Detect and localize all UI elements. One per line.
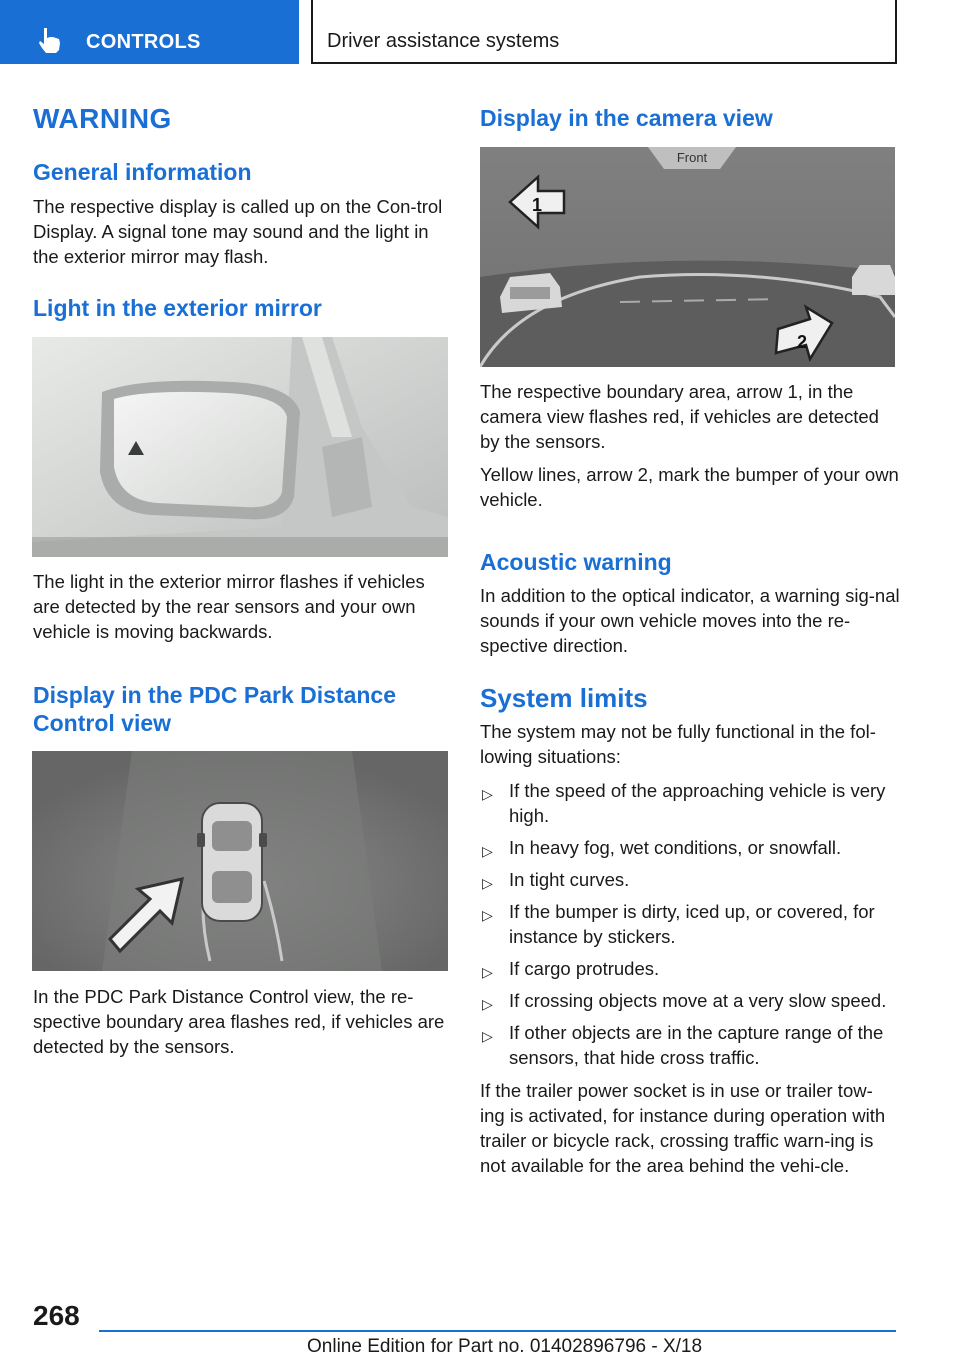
- bullet-triangle-icon: ▷: [482, 875, 493, 891]
- tab-label: CONTROLS: [86, 31, 201, 53]
- limits-intro: The system may not be fully functional in the fol-lowing situations:: [480, 721, 876, 767]
- camera-text-2: Yellow lines, arrow 2, mark the bumper of your own vehicle.: [480, 464, 899, 510]
- bullet-triangle-icon: ▷: [482, 786, 493, 802]
- acoustic-heading: Acoustic warning: [480, 549, 672, 575]
- list-item: ▷ In heavy fog, wet conditions, or snowfall.: [480, 835, 900, 860]
- mirror-heading: Light in the exterior mirror: [33, 295, 322, 321]
- list-item: ▷ If the bumper is dirty, iced up, or covered, for instance by stickers.: [482, 901, 875, 947]
- warning-heading: WARNING: [33, 103, 172, 134]
- chapter-tab[interactable]: [0, 0, 299, 64]
- bullet-triangle-icon: ▷: [482, 996, 493, 1012]
- trailer-text: If the trailer power socket is in use or trailer tow-ing is activated, for instance during operation with trailer or bicycle rack, crossing traffic warn-ing is not available for the area behind the vehi-cle.: [480, 1080, 886, 1176]
- footer-divider: [99, 1330, 896, 1332]
- bullet-triangle-icon: ▷: [482, 907, 493, 923]
- pdc-heading: Display in the PDC Park Distance Control view: [33, 682, 397, 736]
- camera-heading: Display in the camera view: [480, 105, 773, 131]
- general-info-text: The respective display is called up on the Con-trol Display. A signal tone may sound and the light in the exterior mirror may flash.: [33, 196, 443, 267]
- camera-text-1: The respective boundary area, arrow 1, in the camera view flashes red, if vehicles are detected by the sensors.: [480, 381, 879, 452]
- limits-heading: System limits: [480, 683, 648, 713]
- edition-text: Online Edition for Part no. 01402896796 - X/18: [307, 1336, 703, 1357]
- chapter-header: [311, 0, 897, 64]
- camera-arrow-2-label: 2: [796, 332, 808, 352]
- chapter-title: Driver assistance systems: [327, 30, 560, 52]
- camera-figure: [480, 147, 895, 367]
- mirror-text: The light in the exterior mirror flashes if vehicles are detected by the rear sensors and your own vehicle is moving backwards.: [33, 571, 425, 642]
- camera-car-left: [500, 273, 562, 313]
- page-number: 268: [33, 1300, 80, 1331]
- list-item: ▷ In tight curves.: [480, 867, 900, 892]
- list-item: ▷ If other objects are in the capture range of the sensors, that hide cross traffic.: [482, 1022, 884, 1068]
- camera-front-label: Front: [676, 150, 708, 165]
- camera-arrow-1-label: 1: [531, 195, 543, 215]
- limits-list: [480, 778, 900, 1077]
- list-item: ▷ If crossing objects move at a very slow speed.: [480, 988, 900, 1013]
- bullet-triangle-icon: ▷: [482, 964, 493, 980]
- bullet-triangle-icon: ▷: [482, 843, 493, 859]
- pdc-figure: [32, 751, 448, 971]
- bullet-triangle-icon: ▷: [482, 1028, 493, 1044]
- list-item: ▷ If cargo protrudes.: [480, 956, 900, 981]
- pdc-text: In the PDC Park Distance Control view, the re-spective boundary area flashes red, if vehicles are detected by the sensors.: [33, 986, 445, 1057]
- list-item: ▷ If the speed of the approaching vehicle is very high.: [482, 780, 886, 826]
- camera-car-right: [852, 265, 895, 295]
- general-info-heading: General information: [33, 159, 252, 185]
- acoustic-text: In addition to the optical indicator, a warning sig-nal sounds if your own vehicle moves into the re-spective direction.: [480, 585, 900, 656]
- mirror-figure: [32, 337, 448, 557]
- hand-pointer-icon: [36, 26, 66, 54]
